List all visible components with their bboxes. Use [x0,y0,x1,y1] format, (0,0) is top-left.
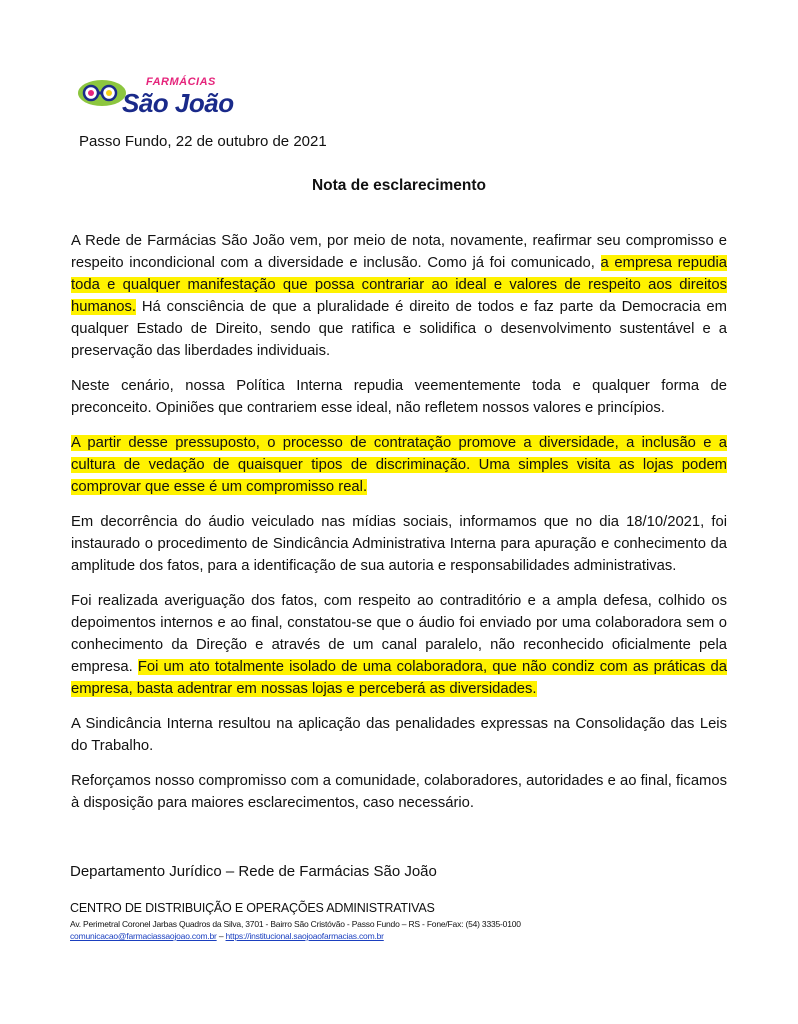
paragraph-5: Foi realizada averiguação dos fatos, com respeito ao contraditório e a ampla defesa, colhido os depoimentos internos e ao final, constatou-se que o áudio foi enviado por uma colaboradora sem o conhecimento da Direção e através de um canal paralelo, não reconhecido oficialmente pela empresa. Foi um ato totalmente isolado de uma colaboradora, que não condiz com as práticas da empresa, basta adentrar em nossas lojas e perceberá as diversidades. [71,593,727,697]
paragraph-6: A Sindicância Interna resultou na aplicação das penalidades expressas na Consolidação das Leis do Trabalho. [71,716,727,754]
document-body [71,230,727,827]
brand-name: São João [122,88,234,118]
document-title: Nota de esclarecimento [311,177,486,194]
highlighted-text: A partir desse pressuposto, o processo de contratação promove a diversidade, a inclusão e a cultura de vedação de quaisquer tipos de discriminação. Uma simples visita as lojas podem comprovar que esse é um compromisso real. [71,435,727,495]
logo-mark-icon [78,78,128,108]
highlighted-text: Foi um ato totalmente isolado de uma colaboradora, que não condiz com as práticas da empresa, basta adentrar em nossas lojas e perceberá as diversidades. [71,659,727,697]
footer-separator: – [216,931,226,941]
footer [70,901,521,941]
email-link[interactable]: comunicacao@farmaciassaojoao.com.br [70,931,217,941]
brand-small-text: FARMÁCIAS [146,76,216,88]
paragraph-1: A Rede de Farmácias São João vem, por meio de nota, novamente, reafirmar seu compromisso e respeito incondicional com a diversidade e inclusão. Como já foi comunicado, a empresa repudia toda e qualquer manifestação que possa contrariar ao ideal e valores de respeito aos direitos humanos. Há consciência de que a pluralidade é direito de todos e faz parte da Democracia em qualquer Estado de Direito, sendo que ratifica e solidifica o desenvolvimento sustentável e a preservação das liberdades individuais. [71,233,727,359]
paragraph-2: Neste cenário, nossa Política Interna repudia veementemente toda e qualquer forma de preconceito. Opiniões que contrariem esse ideal, não refletem nossos valores e princípios. [71,378,727,416]
footer-heading: CENTRO DE DISTRIBUIÇÃO E OPERAÇÕES ADMINISTRATIVAS [70,901,435,915]
website-link[interactable]: https://institucional.saojoaofarmacias.com.br [225,931,384,941]
highlighted-text: a empresa repudia toda e qualquer manifestação que possa contrariar ao ideal e valores de respeito aos direitos humanos. [71,255,727,315]
footer-links [70,931,521,941]
paragraph-3 [71,432,727,498]
company-logo [78,76,258,124]
paragraph-4: Em decorrência do áudio veiculado nas mídias sociais, informamos que no dia 18/10/2021, foi instaurado o procedimento de Sindicância Administrativa Interna para apuração e conhecimento da amplitude dos fatos, para a identificação de sua autoria e responsabilidades administrativas. [71,514,727,574]
signature: Departamento Jurídico – Rede de Farmácias São João [70,863,437,880]
document-date: Passo Fundo, 22 de outubro de 2021 [79,133,327,150]
paragraph-7: Reforçamos nosso compromisso com a comunidade, colaboradores, autoridades e ao final, ficamos à disposição para maiores esclarecimentos, caso necessário. [71,773,727,811]
footer-address: Av. Perimetral Coronel Jarbas Quadros da Silva, 3701 - Bairro São Cristóvão - Passo Fundo – RS - Fone/Fax: (54) 3335-0100 [70,919,521,929]
